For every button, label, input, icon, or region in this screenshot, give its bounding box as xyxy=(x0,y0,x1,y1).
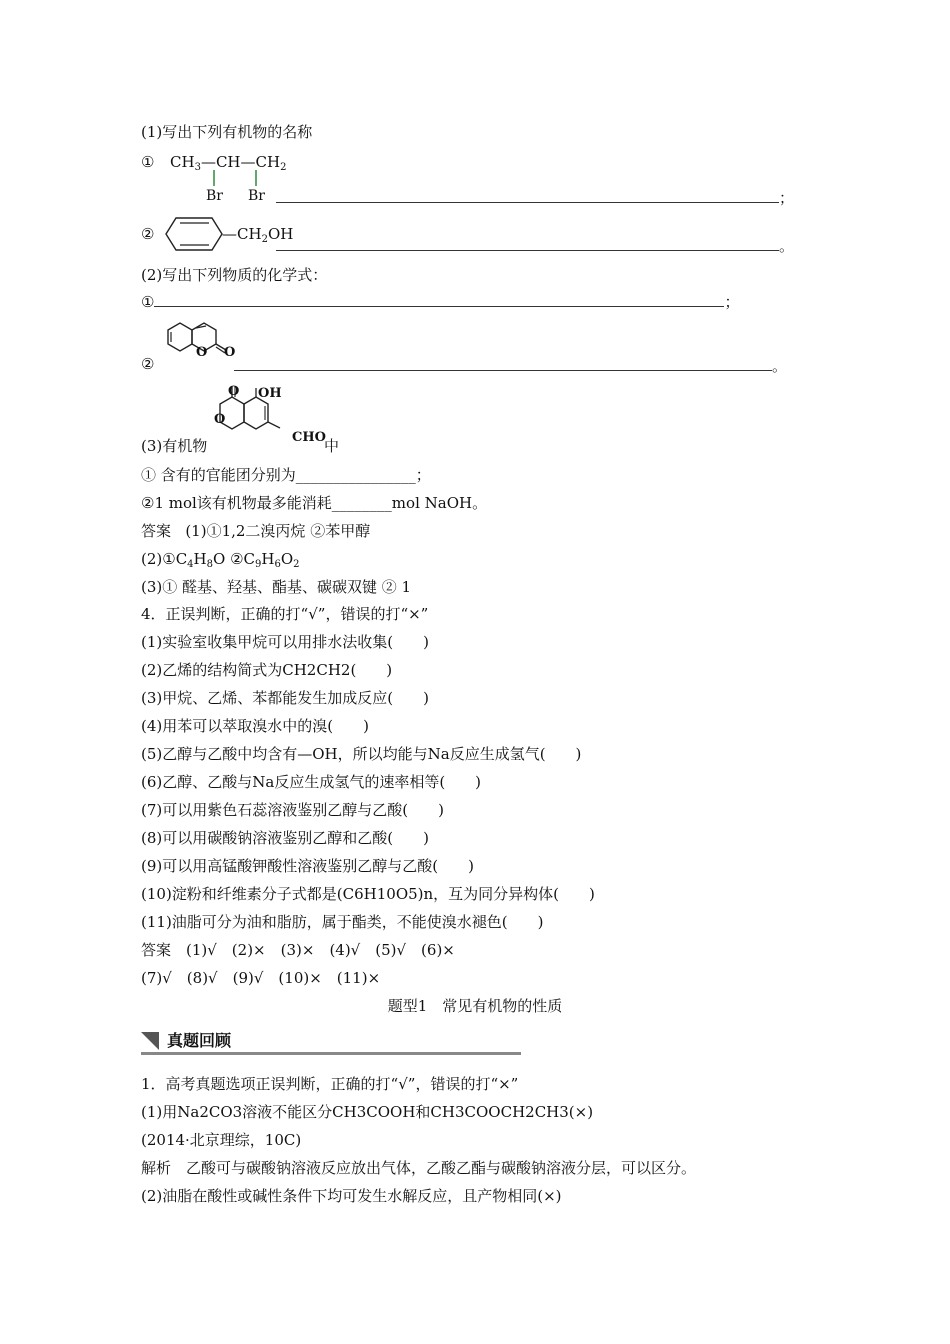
item-mark: ① xyxy=(141,153,155,171)
formula-ch3: $CH_3—CH—CH_2$ xyxy=(170,153,287,173)
coumarin-O1: O xyxy=(196,345,208,360)
answer-line-1: 答案 (1)①1,2二溴丙烷 ②苯甲醇 xyxy=(141,522,371,540)
formula-row-2[interactable]: 。 xyxy=(234,356,787,376)
answer-blank-2[interactable]: 。 xyxy=(276,236,794,256)
lactone-OH: OH xyxy=(258,386,282,401)
formula-row-1[interactable]: ① ； xyxy=(141,293,740,311)
review-q1-2: (2)油脂在酸性或碱性条件下均可发生水解反应，且产物相同(×) xyxy=(141,1187,562,1205)
subquestion-2: (2)写出下列物质的化学式： xyxy=(141,266,328,284)
corner-triangle-icon xyxy=(141,1032,159,1050)
banner-label: 真题回顾 xyxy=(167,1031,232,1050)
answer-blank-1[interactable]: ； xyxy=(276,188,794,208)
q4-item-6: (6)乙醇、乙酸与Na反应生成氢气的速率相等( ) xyxy=(141,773,482,791)
subquestion-1: (1)写出下列有机物的名称 xyxy=(141,123,313,141)
br-label-2: Br xyxy=(248,188,265,204)
coumarin-O2: O xyxy=(224,345,236,360)
lactone-CHO: CHO xyxy=(292,430,326,445)
review-q1-1: (1)用Na2CO3溶液不能区分CH3COOH和CH3COOCH2CH3(×) xyxy=(141,1103,594,1121)
q4-answer-1: 答案 (1)√ (2)× (3)× (4)√ (5)√ (6)× xyxy=(141,941,455,959)
q4-item-4: (4)用苯可以萃取溴水中的溴( ) xyxy=(141,717,369,735)
review-q1: 1．高考真题选项正误判断，正确的打“√”，错误的打“×” xyxy=(141,1075,519,1093)
q4-item-2: (2)乙烯的结构简式为CH2CH2( ) xyxy=(141,661,393,679)
structure-2-row xyxy=(141,224,154,244)
br-label-1: Br xyxy=(206,188,223,204)
q4-item-5: (5)乙醇与乙酸中均含有—OH，所以均能与Na反应生成氢气( ) xyxy=(141,745,582,763)
item-mark: ② xyxy=(141,225,155,243)
q4-item-11: (11)油脂可分为油和脂肪，属于酯类，不能使溴水褪色( ) xyxy=(141,913,544,931)
subquestion-3: (3)有机物 xyxy=(141,437,208,455)
q4-item-10: (10)淀粉和纤维素分子式都是(C6H10O5)n，互为同分异构体( ) xyxy=(141,885,595,903)
formula-ch2oh: $—CH_2OH$ xyxy=(222,225,294,245)
review-source: (2014·北京理综，10C) xyxy=(141,1131,302,1149)
lactone-O-ring: O xyxy=(214,412,226,427)
review-banner xyxy=(141,1030,521,1056)
subquestion-3-end: 中 xyxy=(324,437,340,455)
lactone-O-carbonyl: O xyxy=(228,384,240,399)
q4-item-8: (8)可以用碳酸钠溶液鉴别乙醇和乙酸( ) xyxy=(141,829,429,847)
q3-part2: ②1 mol该有机物最多能消耗________mol NaOH。 xyxy=(141,494,488,512)
answer-line-3: (3)① 醛基、羟基、酯基、碳碳双键 ② 1 xyxy=(141,578,412,596)
review-analysis: 解析 乙酸可与碳酸钠溶液反应放出气体，乙酸乙酯与碳酸钠溶液分层，可以区分。 xyxy=(141,1159,697,1177)
q4-item-1: (1)实验室收集甲烷可以用排水法收集( ) xyxy=(141,633,429,651)
answer-line-2: $(2)①C_4H_8O$ $②C_9H_6O_2$ xyxy=(141,550,300,570)
section-title: 题型1 常见有机物的性质 xyxy=(387,997,563,1015)
q4-item-3: (3)甲烷、乙烯、苯都能发生加成反应( ) xyxy=(141,689,429,707)
banner-rule xyxy=(141,1052,521,1055)
q3-part1: ① 含有的官能团分别为________________； xyxy=(141,466,431,484)
question-4-title: 4．正误判断，正确的打“√”，错误的打“×” xyxy=(141,605,429,623)
q4-item-9: (9)可以用高锰酸钾酸性溶液鉴别乙醇与乙酸( ) xyxy=(141,857,474,875)
q4-item-7: (7)可以用紫色石蕊溶液鉴别乙醇与乙酸( ) xyxy=(141,801,444,819)
q4-answer-2: (7)√ (8)√ (9)√ (10)× (11)× xyxy=(141,969,381,987)
formula-row-2-mark: ② xyxy=(141,355,155,373)
